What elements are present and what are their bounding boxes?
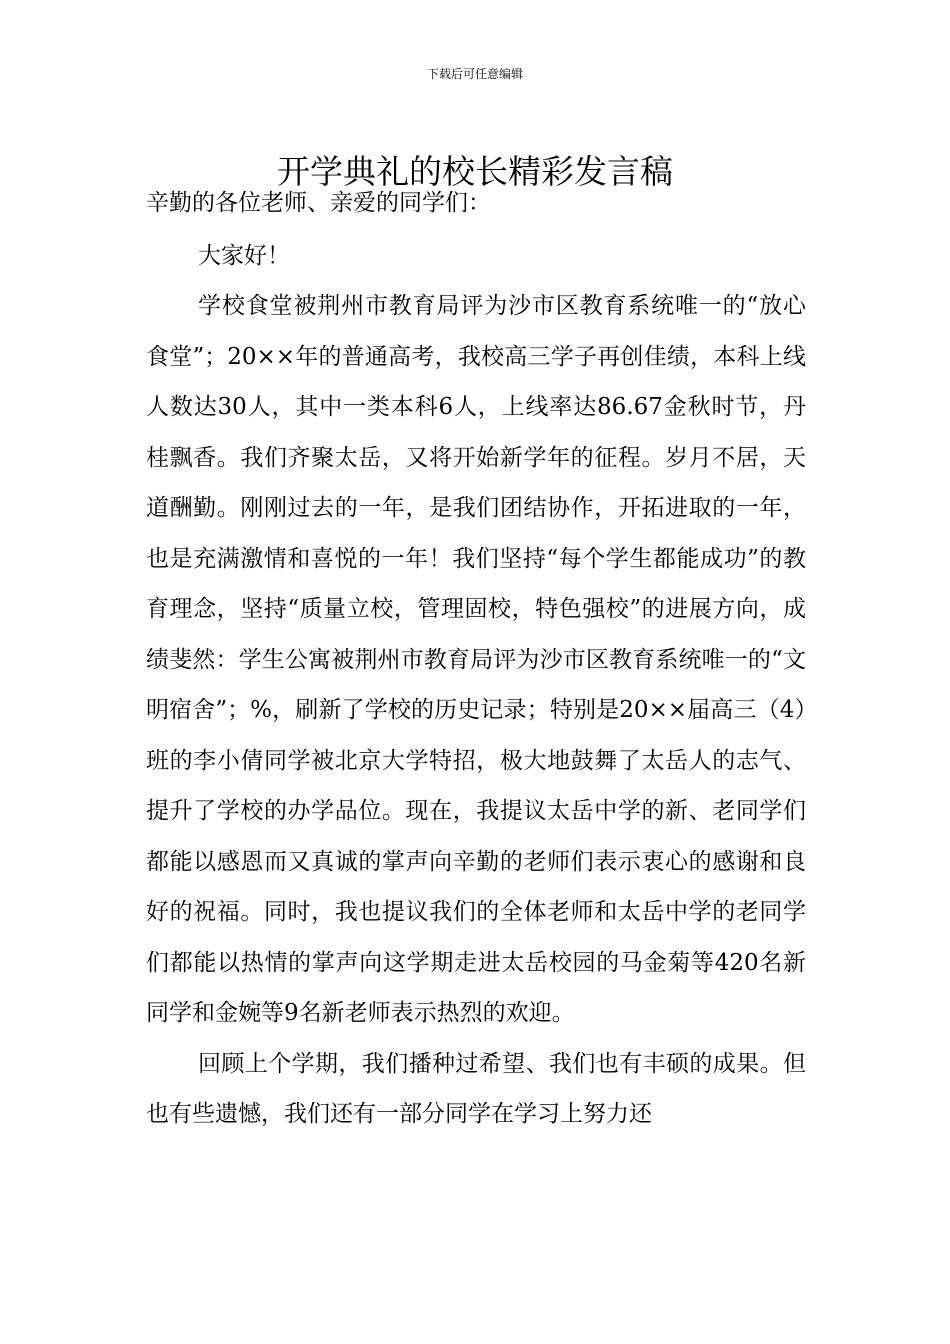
paragraph-2: 回顾上个学期，我们播种过希望、我们也有丰硕的成果。但也有些遗憾，我们还有一部分同学在学习上努力还	[146, 1050, 806, 1127]
greeting: 大家好！	[198, 242, 290, 269]
document-body	[146, 178, 806, 1140]
salutation: 辛勤的各位老师、亲爱的同学们：	[146, 190, 491, 216]
document-title: 开学典礼的校长精彩发言稿	[277, 152, 673, 192]
header-note: 下载后可任意编辑	[426, 67, 523, 81]
paragraph-1: 学校食堂被荆州市教育局评为沙市区教育系统唯一的“放心食堂”；20××年的普通高考，我校高三学子再创佳绩，本科上线人数达30人，其中一类本科6人，上线率达86.67金秋时节，丹桂飘香。我们齐聚太岳，又将开始新学年的征程。岁月不居，天道酬勤。刚刚过去的一年，是我们团结协作，开拓进取的一年，也是充满激情和喜悦的一年！我们坚持“每个学生都能成功”的教育理念，坚持“质量立校，管理固校，特色强校”的进展方向，成绩斐然：学生公寓被荆州市教育局评为沙市区教育系统唯一的“文明宿舍”；%，刷新了学校的历史记录；特别是20××届高三（4）班的李小倩同学被北京大学特招，极大地鼓舞了太岳人的志气、提升了学校的办学品位。现在，我提议太岳中学的新、老同学们都能以感恩而又真诚的掌声向辛勤的老师们表示衷心的感谢和良好的祝福。同时，我也提议我们的全体老师和太岳中学的老同学们都能以热情的掌声向这学期走进太岳校园的马金菊等420名新同学和金婉等9名新老师表示热烈的欢迎。	[146, 293, 806, 1026]
